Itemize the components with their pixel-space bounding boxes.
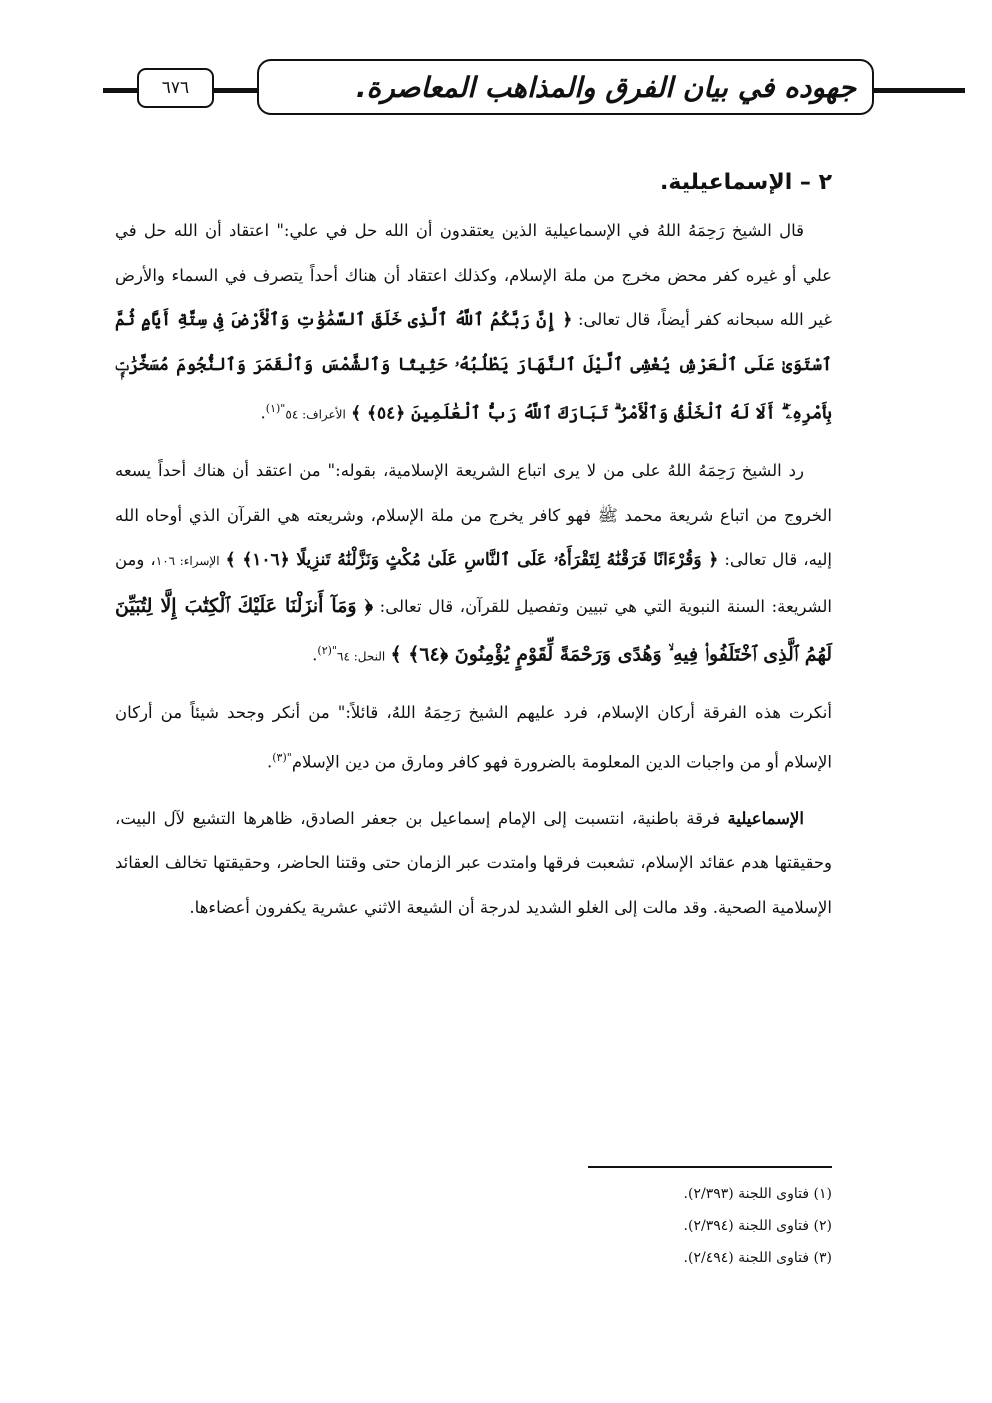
paragraph-4-lead: الإسماعيلية [727, 808, 804, 828]
main-content [115, 170, 832, 942]
paragraph-1-text: قال الشيخ رَحِمَهُ اللهُ في الإسماعيلية الذين يعتقدون أن الله حل في علي:" اعتقاد أن الله حل في علي أو غيره كفر محض مخرج من ملة الإسلام، وكذلك اعتقاد أن هناك أحداً يتصرف في السماء والأرض غير الله سبحانه كفر أيضاً، قال تعالى: [115, 221, 832, 329]
paragraph-2-text-b: ، ومن الشريعة: السنة النبوية التي هي تبيين وتفصيل للقرآن، قال تعالى: [115, 550, 832, 616]
header-rule-middle [214, 88, 258, 93]
quran-verse-araf: ﴿ إِنَّ رَبَّكُمُ ٱللَّهُ ٱلَّذِى خَلَقَ ٱلسَّمَٰوَٰتِ وَٱلْأَرْضَ فِى سِتَّةِ أَيَّامٍ ثُمَّ ٱسْتَوَىٰ عَلَى ٱلْعَرْشِ يُغْشِى ٱلَّيْلَ ٱلنَّهَارَ يَطْلُبُهُۥ حَثِيثًا وَٱلشَّمْسَ وَٱلْقَمَرَ وَٱلنُّجُومَ مُسَخَّرَٰتٍۭ بِأَمْرِهِۦٓ ۗ أَلَا لَهُ ٱلْخَلْقُ وَٱلْأَمْرُ ۗ تَبَارَكَ ٱللَّهُ رَبُّ ٱلْعَٰلَمِينَ ﴿٥٤﴾ ﴾ [115, 310, 832, 424]
paragraph-3-text: أنكرت هذه الفرقة أركان الإسلام، فرد عليهم الشيخ رَحِمَهُ اللهُ، قائلاً:" من أنكر وجحد شيئاً من أركان الإسلام أو من واجبات الدين المعلومة بالضرورة فهو كافر ومارق من دين الإسلام [115, 703, 832, 771]
footnote-separator [588, 1166, 832, 1168]
verse-reference-araf: الأعراف: ٥٤ [285, 407, 346, 422]
page-number: ٦٧٦ [161, 78, 190, 98]
paragraph-1 [115, 209, 832, 437]
paragraph-4 [115, 797, 832, 931]
header-rule-left [103, 88, 137, 93]
verse-reference-nahl: النحل: ٦٤ [337, 649, 386, 664]
footnote-mark-3: "(٣) [272, 750, 292, 764]
paragraph-3 [115, 691, 832, 785]
footnotes [500, 1178, 832, 1274]
paragraph-2-text-a: رد الشيخ رَحِمَهُ اللهُ على من لا يرى اتباع الشريعة الإسلامية، بقوله:" من اعتقد أن هناك أحداً يسعه الخروج من اتباع شريعة محمد ﷺ فهو كافر يخرج من ملة الإسلام، وشريعته هي القرآن الذي أوحاه الله إليه، قال تعالى: [115, 461, 833, 569]
running-title: جهوده في بيان الفرق والمذاهب المعاصرة. [355, 70, 856, 104]
paragraph-1-end: . [260, 403, 266, 423]
verse-reference-isra: الإسراء: ١٠٦ [155, 554, 220, 568]
footnote-mark-1: "(١) [265, 402, 286, 415]
paragraph-3-end: . [266, 752, 273, 771]
quran-verse-nahl: ﴿ وَمَآ أَنزَلْنَا عَلَيْكَ ٱلْكِتَٰبَ إِلَّا لِتُبَيِّنَ لَهُمُ ٱلَّذِى ٱخْتَلَفُوا۟ فِيهِ ۙ وَهُدًى وَرَحْمَةً لِّقَوْمٍ يُؤْمِنُونَ ﴿٦٤﴾ ﴾ [115, 594, 832, 666]
page-number-box [137, 68, 214, 108]
paragraph-2-end: . [312, 645, 318, 665]
header-rule-right [873, 88, 965, 93]
footnote-mark-2: "(٢) [317, 644, 337, 657]
footnote-1: (١) فتاوى اللجنة (٢/٣٩٣). [683, 1186, 832, 1202]
section-heading: ٢ – الإسماعيلية. [660, 170, 832, 195]
footnote-3: (٣) فتاوى اللجنة (٢/٤٩٤). [683, 1250, 832, 1266]
paragraph-2 [115, 449, 832, 679]
quran-verse-isra: ﴿ وَقُرْءَانًا فَرَقْنَٰهُ لِتَقْرَأَهُۥ عَلَى ٱلنَّاسِ عَلَىٰ مُكْثٍ وَنَزَّلْنَٰهُ تَنزِيلًا ﴿١٠٦﴾ ﴾ [225, 550, 719, 570]
footnote-2: (٢) فتاوى اللجنة (٢/٣٩٤). [683, 1218, 832, 1234]
running-title-box [257, 59, 874, 115]
paragraph-4-text: فرقة باطنية، انتسبت إلى الإمام إسماعيل بن جعفر الصادق، ظاهرها التشيع لآل البيت، وحقيقتها هدم عقائد الإسلام، تشعبت فرقها وامتدت عبر الزمان حتى وقتنا الحاضر، وحقيقتها تخالف العقائد الإسلامية الصحية. وقد مالت إلى الغلو الشديد لدرجة أن الشيعة الاثني عشرية يكفرون أعضاءها. [115, 808, 832, 917]
page-header [0, 58, 992, 118]
